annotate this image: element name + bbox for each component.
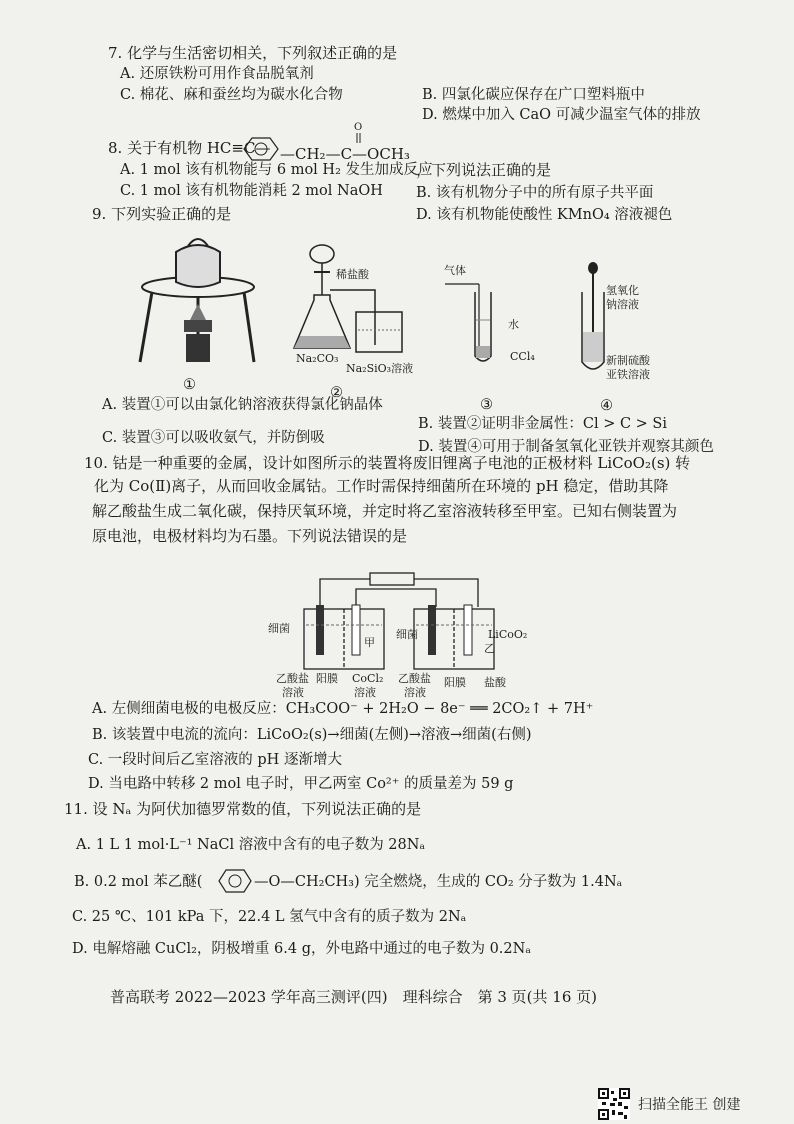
q10-line-1: 10. 钴是一种重要的金属，设计如图所示的装置将废旧锂离子电池的正极材料 LiCoO₂(s) 转 (84, 454, 691, 472)
q7-option-c: C. 棉花、麻和蚕丝均为碳水化合物 (120, 87, 343, 103)
q8-carbonyl-o: O (354, 122, 363, 133)
apparatus-3-label: ③ (480, 397, 493, 413)
fig2-na2sio3-label: Na₂SiO₃溶液 (346, 362, 414, 375)
q7-option-a: A. 还原铁粉可用作食品脱氧剂 (120, 66, 314, 82)
fig2-na2co3-label: Na₂CO₃ (296, 352, 339, 365)
apparatus-1-evaporation (140, 232, 260, 372)
q10-acetate-right-1: 乙酸盐 (398, 672, 431, 685)
q11-option-a: A. 1 L 1 mol·L⁻¹ NaCl 溶液中含有的电子数为 28Nₐ (76, 837, 426, 853)
q8-option-c: C. 1 mol 该有机物能消耗 2 mol NaOH (120, 183, 383, 199)
q10-chamber-jia: 甲 (364, 636, 375, 649)
q10-acetate-left-1: 乙酸盐 (276, 672, 309, 685)
scanner-watermark: 扫描全能王 创建 (638, 1097, 741, 1113)
q10-bacteria-right: 细菌 (396, 628, 418, 641)
q11-option-b-pre: B. 0.2 mol 苯乙醚( (74, 874, 203, 890)
q8-option-a: A. 1 mol 该有机物能与 6 mol H₂ 发生加成反应 (120, 162, 433, 178)
fig2-acid-label: 稀盐酸 (336, 268, 369, 281)
q10-option-d: D. 当电路中转移 2 mol 电子时，甲乙两室 Co²⁺ 的质量差为 59 g (88, 776, 514, 792)
carbonyl-double-bond (355, 133, 363, 143)
q9-option-a: A. 装置①可以由氯化钠溶液获得氯化钠晶体 (102, 397, 383, 413)
apparatus-2-flask (290, 240, 415, 360)
q10-hcl-label: 盐酸 (484, 676, 506, 689)
q8-option-b: B. 该有机物分子中的所有原子共平面 (416, 185, 654, 201)
q8-stem-pre: 8. 关于有机物 HC≡C— (108, 139, 271, 157)
apparatus-4-dropper (578, 262, 608, 382)
q8-option-d: D. 该有机物能使酸性 KMnO₄ 溶液褪色 (416, 207, 673, 223)
benzene-ring-q11 (218, 868, 252, 894)
q10-acetate-right-2: 溶液 (404, 686, 426, 699)
fig4-feso4-label-2: 亚铁溶液 (606, 368, 650, 381)
q8-stem-mid: —CH₂—C—OCH₃ (280, 145, 410, 163)
q11-option-b-post: —O—CH₂CH₃) 完全燃烧，生成的 CO₂ 分子数为 1.4Nₐ (254, 874, 623, 890)
q10-cocl2-1: CoCl₂ (352, 672, 384, 685)
q10-acetate-left-2: 溶液 (282, 686, 304, 699)
q9-option-b: B. 装置②证明非金属性：Cl > C > Si (418, 416, 668, 432)
fig3-gas-label: 气体 (444, 264, 466, 277)
q11-option-c: C. 25 ℃、101 kPa 下，22.4 L 氢气中含有的质子数为 2Nₐ (72, 909, 467, 925)
apparatus-1-label: ① (183, 377, 196, 393)
q7-stem: 7. 化学与生活密切相关，下列叙述正确的是 (108, 44, 398, 62)
q10-line-3: 解乙酸盐生成二氧化碳，保持厌氧环境，并定时将乙室溶液转移至甲室。已知右侧装置为 (92, 502, 678, 520)
qr-code-icon (598, 1088, 630, 1120)
q10-option-c: C. 一段时间后乙室溶液的 pH 逐渐增大 (88, 752, 342, 768)
q10-membrane-right: 阳膜 (444, 676, 466, 689)
apparatus-2-label: ② (330, 385, 343, 401)
q10-option-b: B. 该装置中电流的流向：LiCoO₂(s)→细菌(左侧)→溶液→细菌(右侧) (92, 727, 532, 743)
q9-option-d: D. 装置④可用于制备氢氧化亚铁并观察其颜色 (418, 439, 714, 455)
q9-stem: 9. 下列实验正确的是 (92, 205, 232, 223)
q11-stem: 11. 设 Nₐ 为阿伏加德罗常数的值，下列说法正确的是 (64, 800, 422, 818)
q11-option-d: D. 电解熔融 CuCl₂，阴极增重 6.4 g，外电路中通过的电子数为 0.2Nₐ (72, 941, 531, 957)
q8-stem-post: ，下列说法正确的是 (416, 161, 552, 179)
fig4-naoh-label-1: 氢氧化 (606, 284, 639, 297)
q10-line-2: 化为 Co(Ⅱ)离子，从而回收金属钴。工作时需保持细菌所在环境的 pH 稳定，借助其降 (94, 477, 669, 495)
q10-cell-apparatus (300, 567, 500, 677)
page-footer: 普高联考 2022—2023 学年高三测评(四) 理科综合 第 3 页(共 16 页) (110, 988, 597, 1006)
fig4-feso4-label-1: 新制硫酸 (606, 354, 650, 367)
q9-option-c: C. 装置③可以吸收氨气，并防倒吸 (102, 430, 325, 446)
q7-option-b: B. 四氯化碳应保存在广口塑料瓶中 (422, 87, 645, 103)
q10-chamber-yi: 乙 (484, 642, 495, 655)
fig4-naoh-label-2: 钠溶液 (606, 298, 639, 311)
q10-line-4: 原电池，电极材料均为石墨。下列说法错误的是 (92, 527, 408, 545)
q10-bacteria-left: 细菌 (268, 622, 290, 635)
fig3-water-label: 水 (508, 318, 519, 331)
q10-membrane-left: 阳膜 (316, 672, 338, 685)
benzene-ring-q8 (243, 136, 279, 162)
apparatus-4-label: ④ (600, 398, 613, 414)
fig3-ccl4-label: CCl₄ (510, 350, 535, 363)
q10-option-a: A. 左侧细菌电极的电极反应：CH₃COO⁻ + 2H₂O − 8e⁻ ══ 2CO₂↑ + 7H⁺ (92, 701, 594, 717)
q10-cocl2-2: 溶液 (354, 686, 376, 699)
apparatus-3-test-tube (445, 272, 515, 372)
q7-option-d: D. 燃煤中加入 CaO 可减少温室气体的排放 (422, 107, 701, 123)
q10-licoo2-label: LiCoO₂ (488, 628, 528, 641)
